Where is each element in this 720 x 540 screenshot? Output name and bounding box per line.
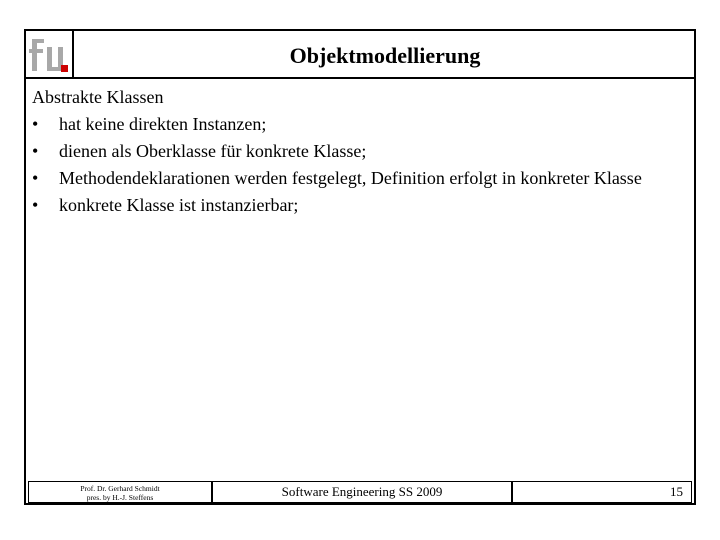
list-item-text: Methodendeklarationen werden festgelegt, Definition erfolgt in konkreter Klasse (59, 168, 642, 188)
logo-box (26, 31, 74, 77)
page-title: Objektmodellierung (289, 43, 481, 68)
fu-berlin-logo-icon (28, 33, 70, 75)
slide-header (26, 31, 694, 79)
list-item (32, 111, 682, 138)
bullet-icon: • (32, 168, 39, 188)
section-heading: Abstrakte Klassen (32, 87, 164, 107)
slide-content (32, 84, 682, 219)
list-item-text: dienen als Oberklasse für konkrete Klasse; (59, 141, 367, 161)
slide-footer (26, 481, 694, 503)
page-number: 15 (512, 481, 692, 503)
bullet-icon: • (32, 141, 39, 161)
footer-author (28, 481, 212, 503)
bullet-icon: • (32, 114, 39, 134)
list-item-text: hat keine direkten Instanzen; (59, 114, 267, 134)
author-name: Prof. Dr. Gerhard Schmidt (80, 484, 160, 493)
list-item (32, 165, 682, 192)
footer-course: Software Engineering SS 2009 (212, 481, 512, 503)
bullet-icon: • (32, 195, 39, 215)
bullet-list (32, 111, 682, 219)
slide-frame (24, 29, 696, 505)
list-item-text: konkrete Klasse ist instanzierbar; (59, 195, 299, 215)
list-item (32, 138, 682, 165)
list-item (32, 192, 682, 219)
presenter-name: pres. by H.-J. Steffens (86, 493, 154, 502)
